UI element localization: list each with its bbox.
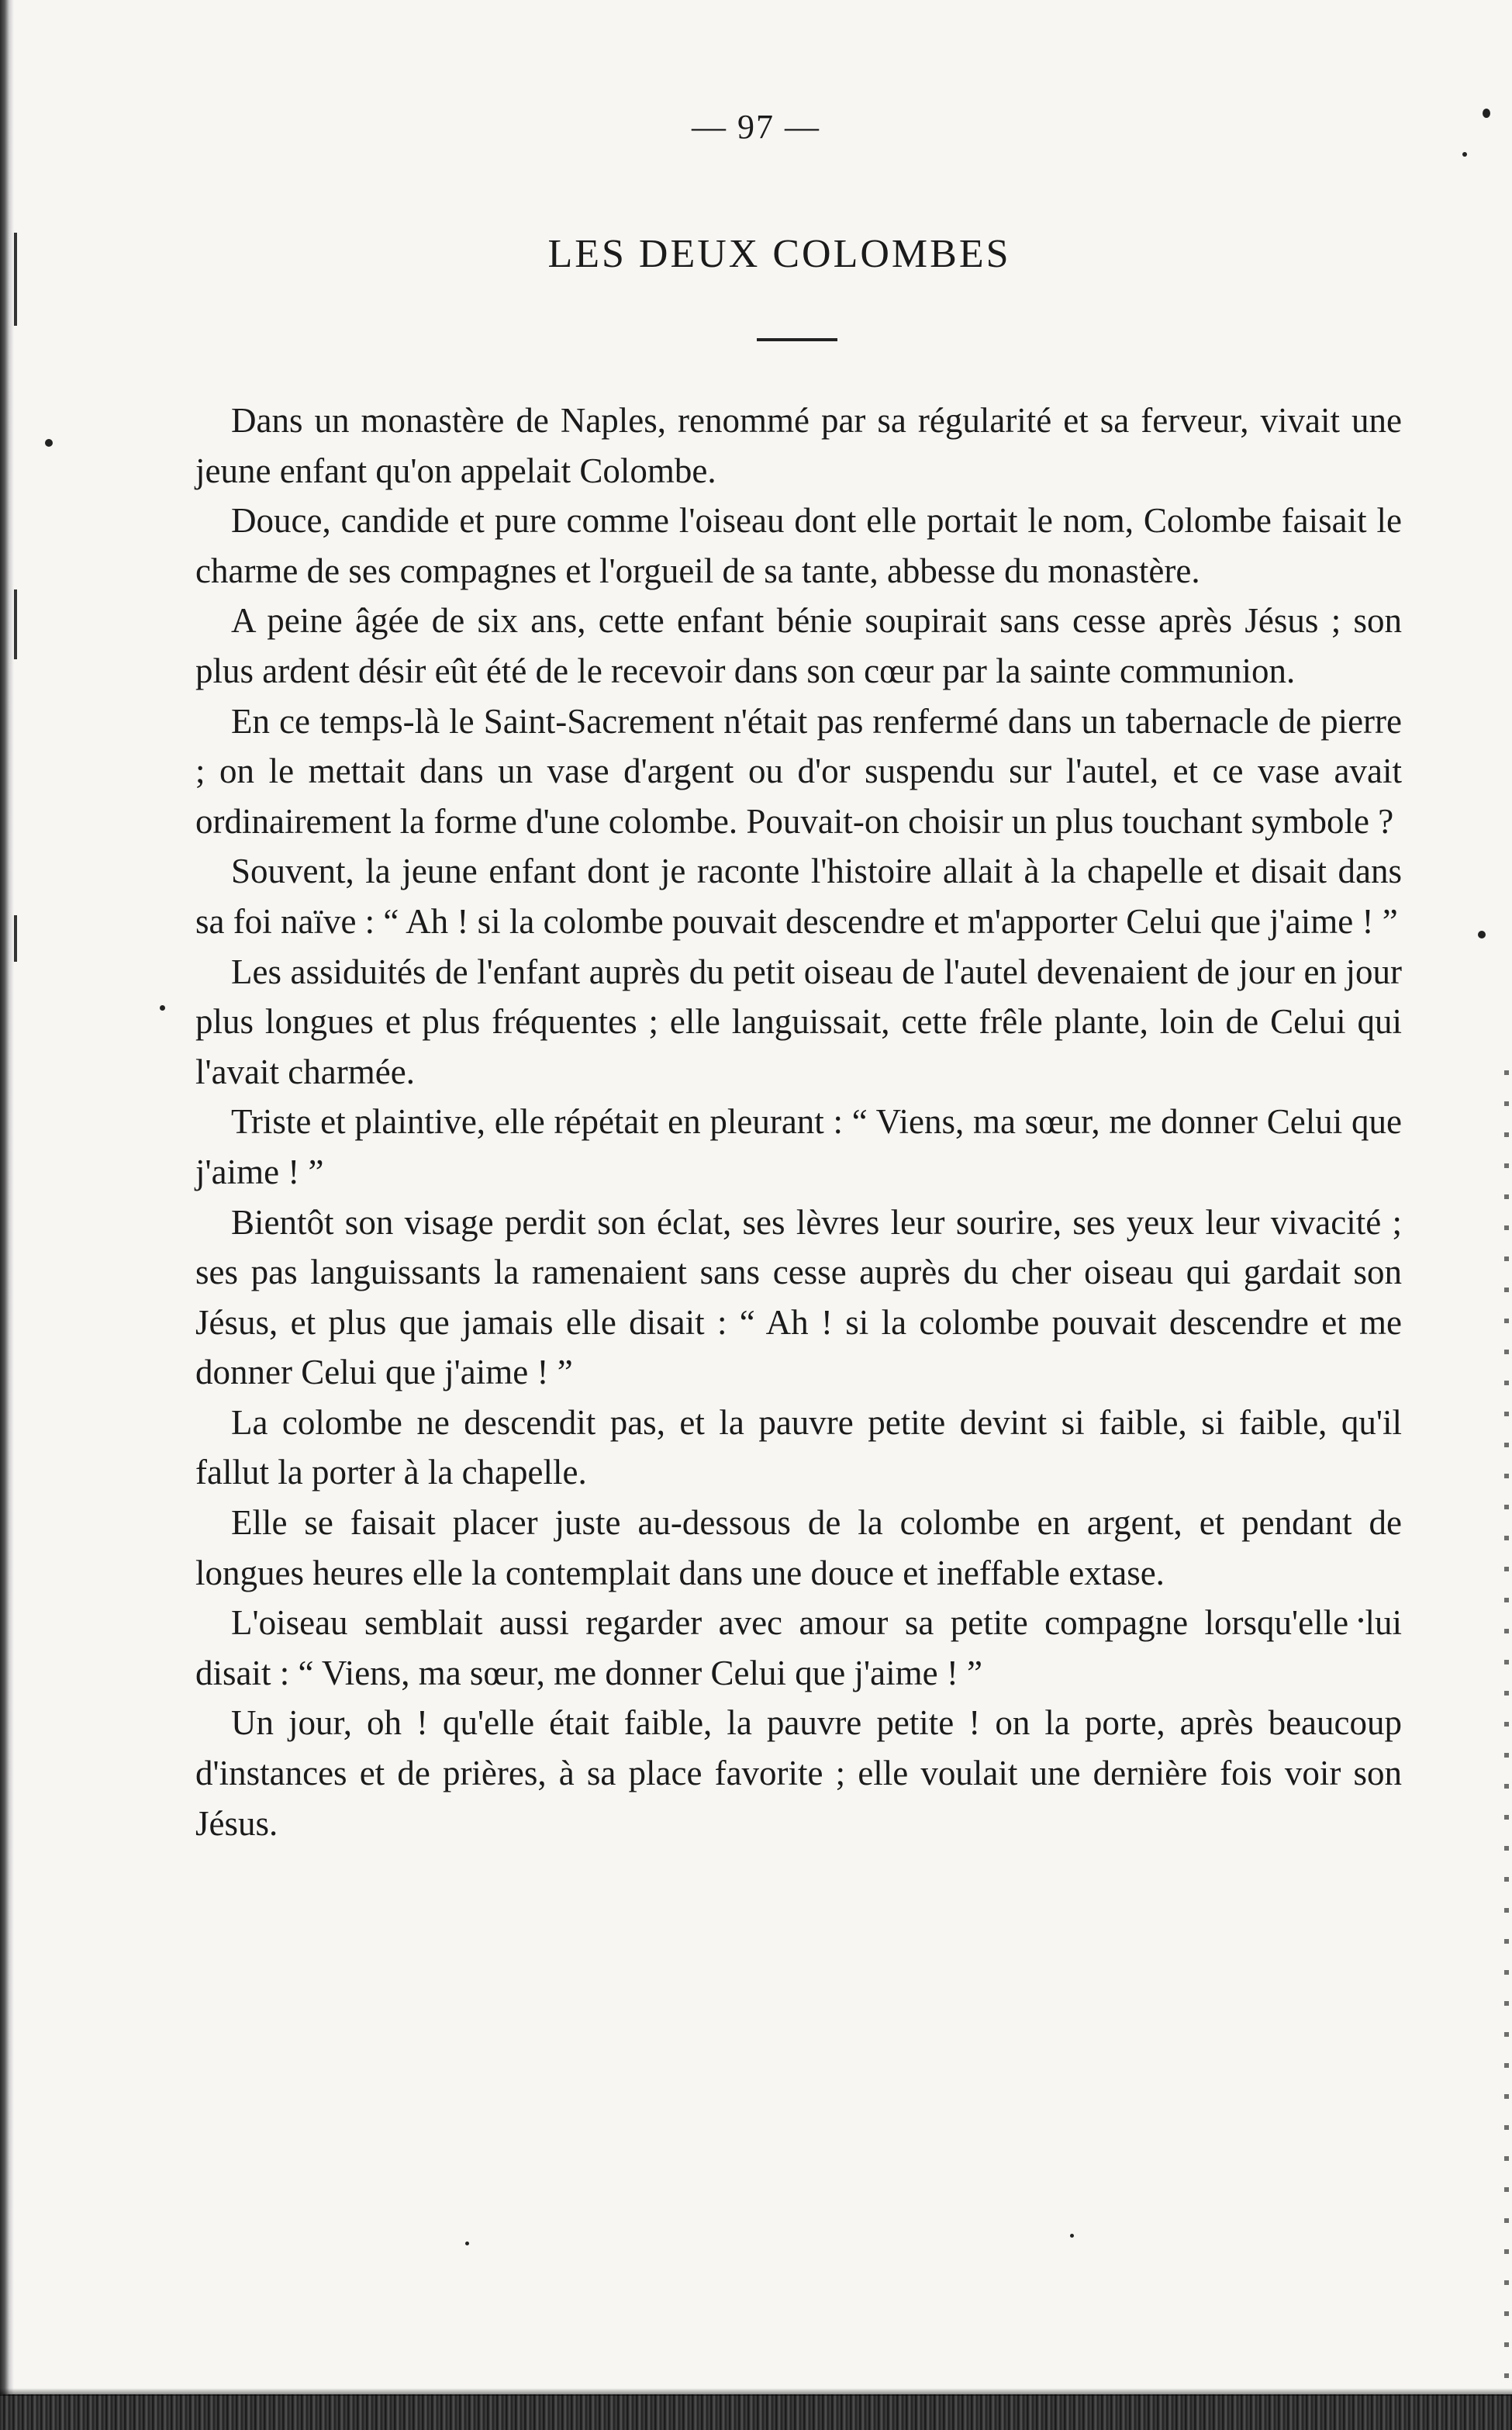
scan-speck [465, 2242, 469, 2245]
paragraph: Triste et plaintive, elle répétait en pleurant : “ Viens, ma sœur, me donner Celui que j'aime ! ” [195, 1102, 1402, 1191]
paragraph: Un jour, oh ! qu'elle était faible, la pauvre petite ! on la porte, après beaucoup d'instances et de prières, à sa place favorite ; elle voulait une dernière fois voir son Jésus. [195, 1703, 1402, 1843]
scan-speck [45, 439, 53, 447]
scan-bottom-edge [0, 2394, 1512, 2430]
scan-edge-mark [14, 915, 17, 962]
scan-speck [1462, 152, 1467, 157]
paragraph: Dans un monastère de Naples, renommé par sa régularité et sa ferveur, vivait une jeune enfant qu'on appelait Colombe. [195, 401, 1402, 490]
paragraph: Bientôt son visage perdit son éclat, ses lèvres leur sourire, ses yeux leur vivacité ; ses pas languissants la ramenaient sans cesse auprès du cher oiseau qui gardait son Jésus, et plus que jamais elle disait : “ Ah ! si la colombe pouvait descendre et me donner Celui que j'aime ! ” [195, 1202, 1402, 1392]
paragraph: Les assiduités de l'enfant auprès du petit oiseau de l'autel devenaient de jour en jour plus longues et plus fréquentes ; elle languissait, cette frêle plante, loin de Celui qui l'avait charmée. [195, 952, 1402, 1091]
chapter-title: LES DEUX COLOMBES [547, 232, 1011, 276]
title-rule [757, 338, 837, 341]
scan-speck [160, 1005, 165, 1011]
scan-speck [1070, 2234, 1074, 2238]
paragraph: L'oiseau semblait aussi regarder avec amour sa petite compagne lorsqu'elle lui disait : “ Viens, ma sœur, me donner Celui que j'aime ! ” [195, 1603, 1402, 1692]
paragraph: La colombe ne descendit pas, et la pauvre petite devint si faible, si faible, qu'il fallut la porter à la chapelle. [195, 1402, 1402, 1492]
paragraph: Souvent, la jeune enfant dont je raconte l'histoire allait à la chapelle et disait dans sa foi naïve : “ Ah ! si la colombe pouvait descendre et m'apporter Celui que j'aime ! ” [195, 852, 1402, 941]
paragraph: Douce, candide et pure comme l'oiseau dont elle portait le nom, Colombe faisait le charme de ses compagnes et l'orgueil de sa tante, abbesse du monastère. [195, 501, 1402, 590]
paragraph: A peine âgée de six ans, cette enfant bénie soupirait sans cesse après Jésus ; son plus ardent désir eût été de le recevoir dans son cœur par la sainte communion. [195, 601, 1402, 690]
scan-right-edge-marks [1504, 1070, 1509, 2389]
scan-speck [1478, 931, 1486, 938]
scan-edge-mark [14, 589, 17, 659]
page-number: — 97 — [692, 108, 820, 146]
paragraph: En ce temps-là le Saint-Sacrement n'était pas renfermé dans un tabernacle de pierre ; on le mettait dans un vase d'argent ou d'or suspendu sur l'autel, et ce vase avait ordinairement la forme d'une colombe. Pouvait-on choisir un plus touchant symbole ? [195, 701, 1402, 841]
body-text [195, 396, 1402, 1848]
scan-binding-edge [0, 0, 14, 2430]
paragraph: Elle se faisait placer juste au-dessous de la colombe en argent, et pendant de longues heures elle la contemplait dans une douce et ineffable extase. [195, 1503, 1402, 1592]
